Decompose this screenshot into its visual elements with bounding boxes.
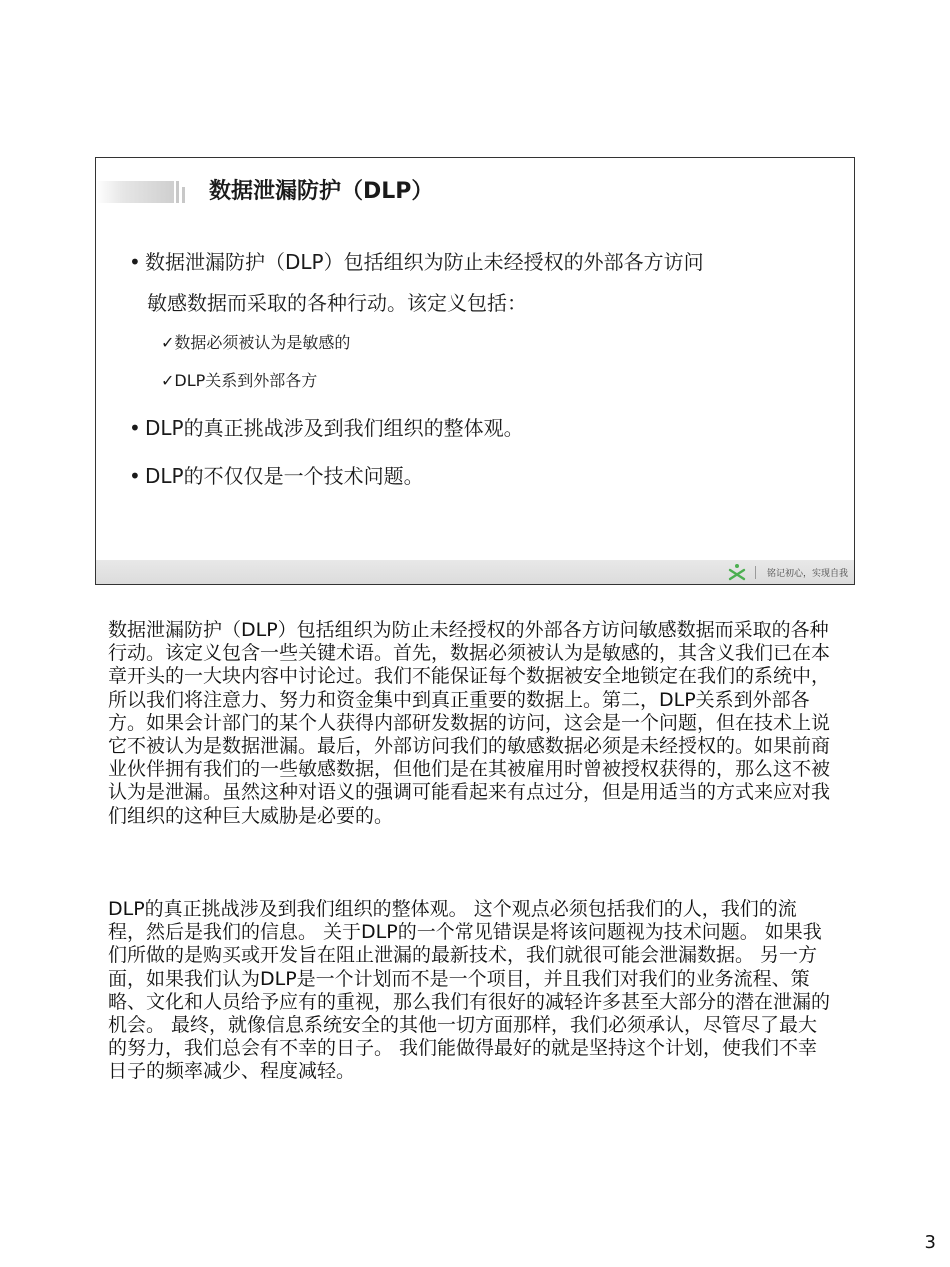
bullet-dot-icon: • xyxy=(129,464,141,488)
check-item: ✓数据必须被认为是敏感的 xyxy=(161,333,351,352)
check-item: ✓DLP关系到外部各方 xyxy=(161,371,318,390)
title-accent-bar xyxy=(176,181,179,203)
bullet-text: DLP的真正挑战涉及到我们组织的整体观。 xyxy=(145,416,524,440)
bullet-dot-icon: • xyxy=(129,416,141,440)
bullet-continuation: 敏感数据而采取的各种行动。该定义包括： xyxy=(147,291,527,315)
footer-divider xyxy=(755,566,756,579)
slide-footer xyxy=(96,560,854,584)
slide-thumbnail xyxy=(95,157,855,585)
slide-title: 数据泄漏防护（DLP） xyxy=(209,179,434,204)
notes-paragraph: 数据泄漏防护（DLP）包括组织为防止未经授权的外部各方访问敏感数据而采取的各种行动。该定义包含一些关键术语。首先，数据必须被认为是敏感的，其含义我们已在本章开头的一大块内容中讨论过。我们不能保证每个数据被安全地锁定在我们的系统中，所以我们将注意力、努力和资金集中到真正重要的数据上。第二，DLP关系到外部各方。如果会计部门的某个人获得内部研发数据的访问，这会是一个问题，但在技术上说它不被认为是数据泄漏。最后，外部访问我们的敏感数据必须是未经授权的。如果前商业伙伴拥有我们的一些敏感数据，但他们是在其被雇用时曾被授权获得的，那么这不被认为是泄漏。虽然这种对语义的强调可能看起来有点过分，但是用适当的方式来应对我们组织的这种巨大威胁是必要的。 xyxy=(108,619,831,827)
bullet-item xyxy=(129,460,424,489)
bullet-dot-icon: • xyxy=(129,250,141,274)
bullet-text: 数据泄漏防护（DLP）包括组织为防止未经授权的外部各方访问 xyxy=(145,250,704,274)
green-x-logo-icon xyxy=(728,563,746,581)
bullet-item xyxy=(129,412,524,441)
page-number: 3 xyxy=(924,1232,936,1253)
bullet-item xyxy=(129,246,704,275)
footer-slogan: 铭记初心，实现自我 xyxy=(766,569,848,579)
bullet-text: DLP的不仅仅是一个技术问题。 xyxy=(145,464,424,488)
title-accent-bar xyxy=(182,187,185,203)
notes-paragraph: DLP的真正挑战涉及到我们组织的整体观。 这个观点必须包括我们的人，我们的流程，然后是我们的信息。 关于DLP的一个常见错误是将该问题视为技术问题。 如果我们所做的是购买或开发旨在阻止泄漏的最新技术，我们就很可能会泄漏数据。 另一方面，如果我们认为DLP是一个计划而不是一个项目，并且我们对我们的业务流程、策略、文化和人员给予应有的重视，那么我们有很好的减轻许多甚至大部分的潜在泄漏的机会。 最终，就像信息系统安全的其他一切方面那样，我们必须承认，尽管尽了最大的努力，我们总会有不幸的日子。 我们能做得最好的就是坚持这个计划，使我们不幸日子的频率减少、程度减轻。 xyxy=(108,898,831,1083)
title-accent-gradient xyxy=(96,181,174,203)
